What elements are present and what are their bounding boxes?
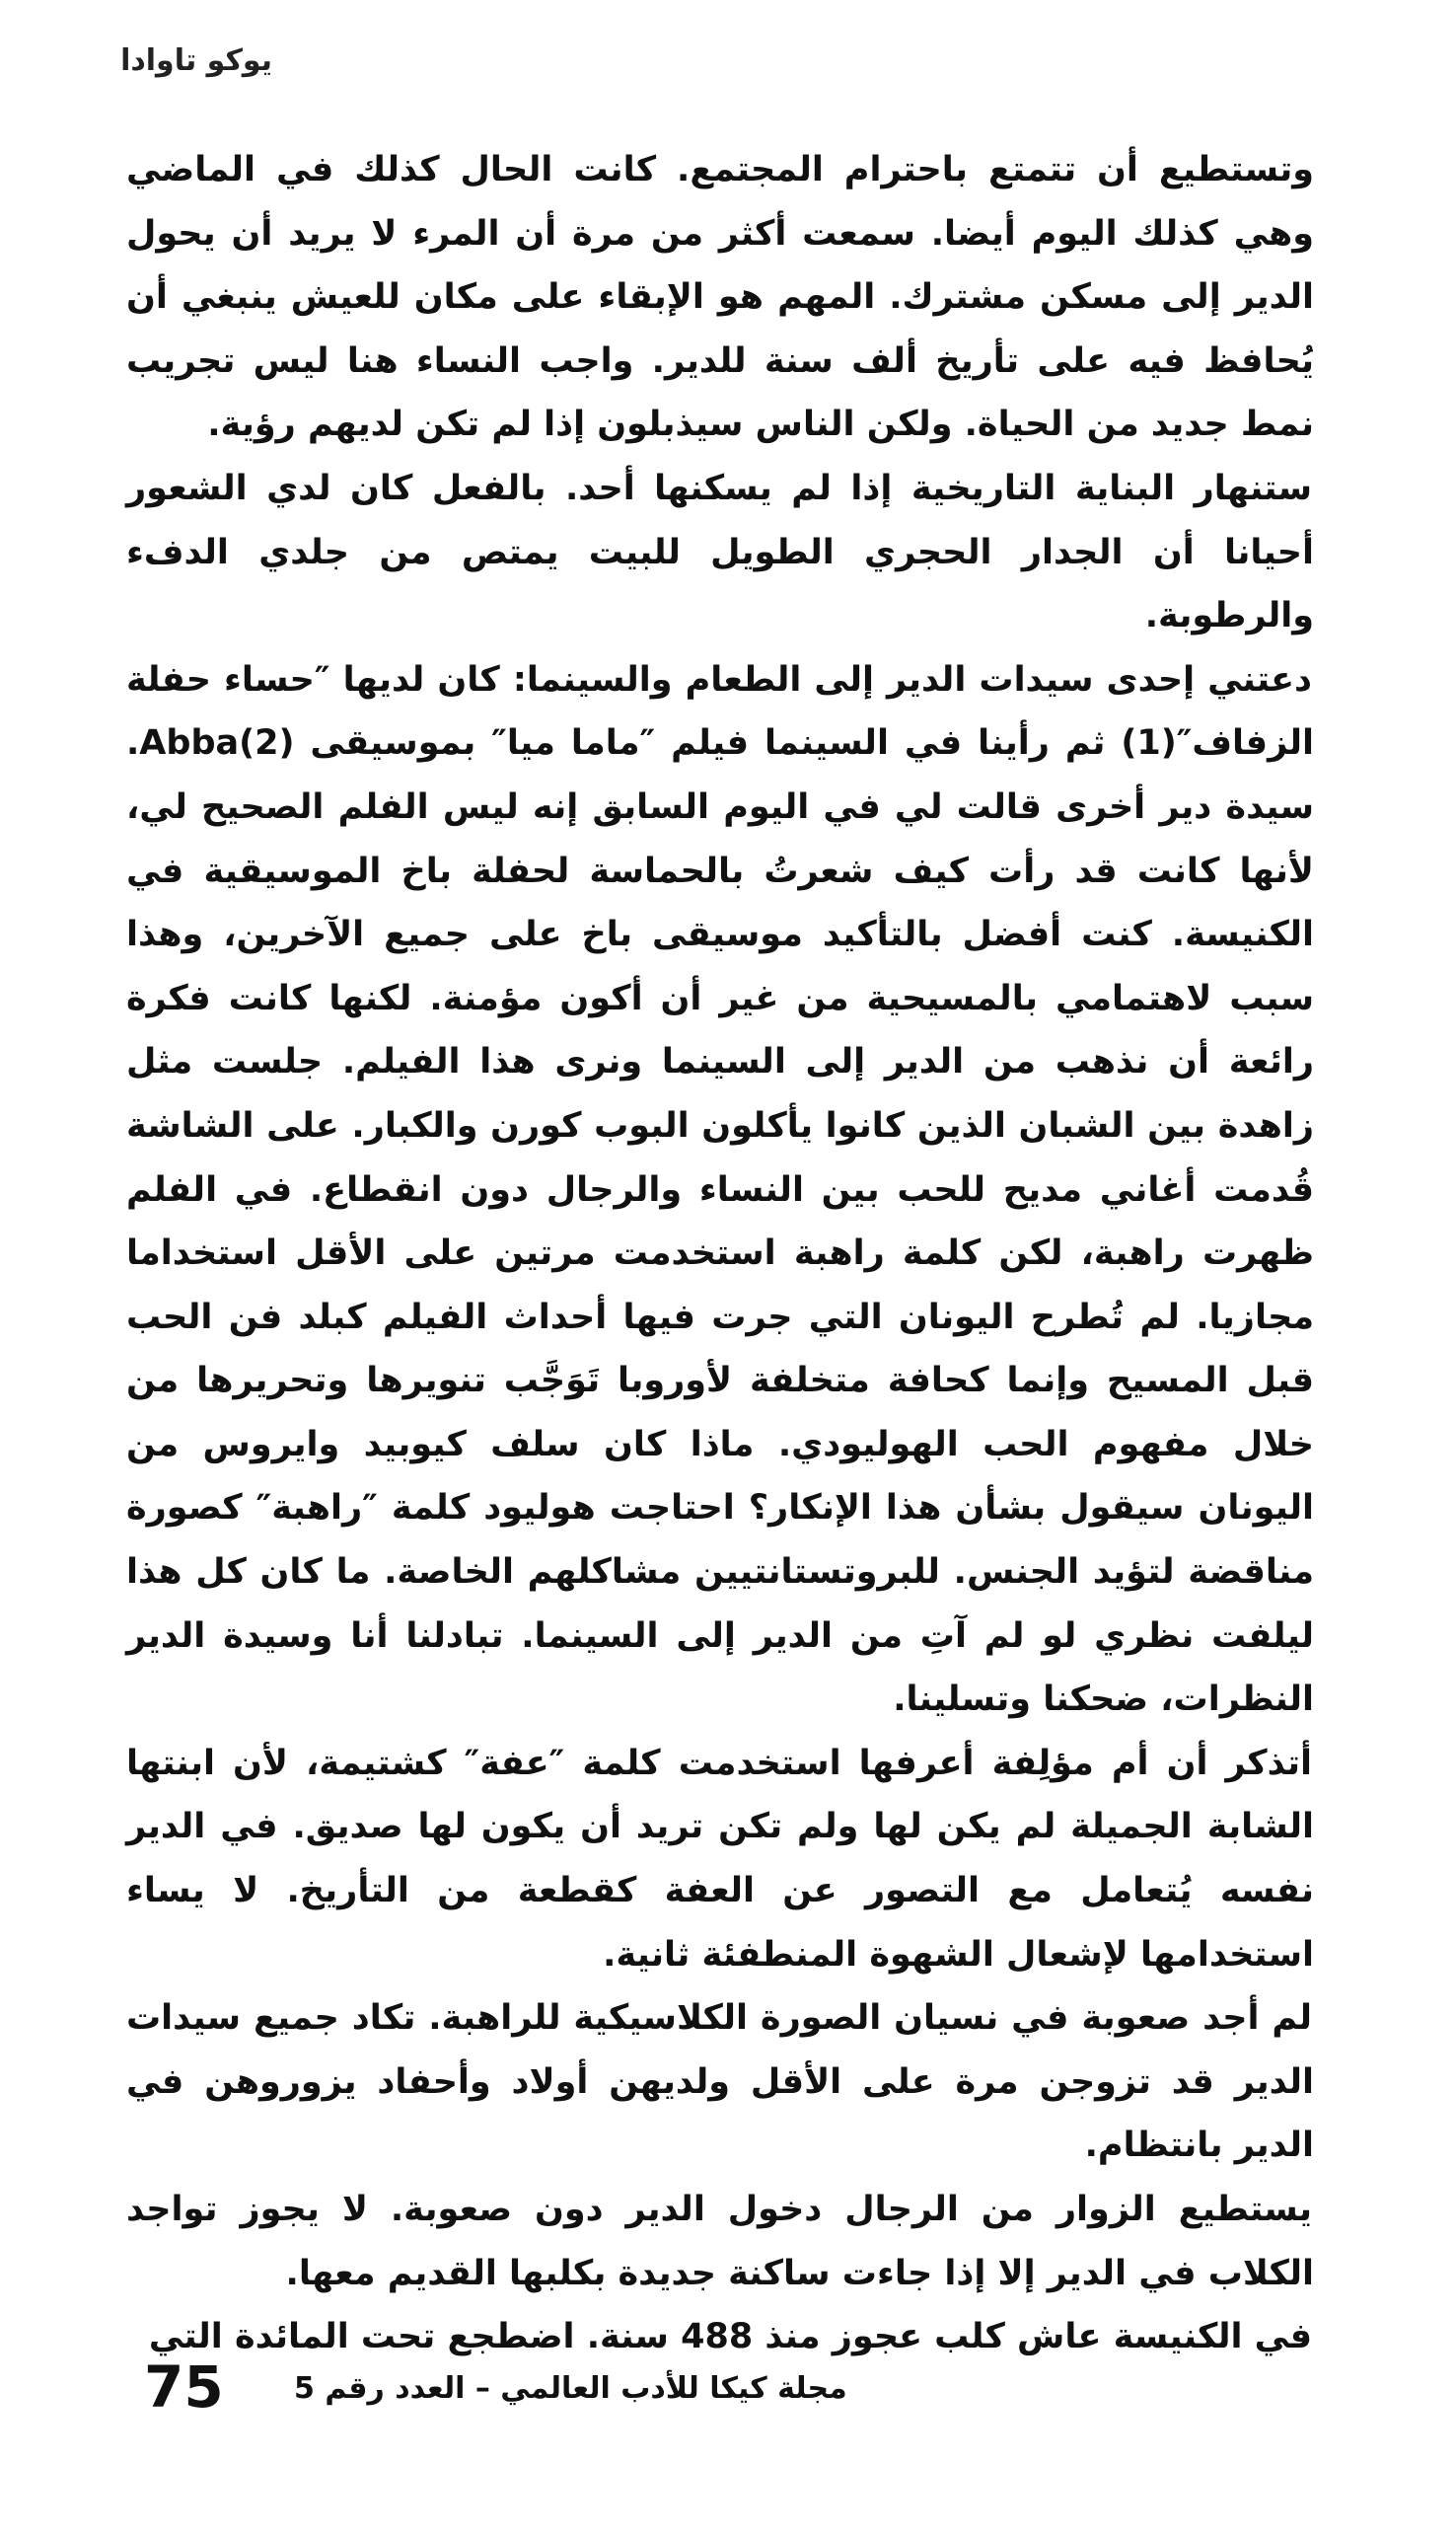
paragraph-2: ستنهار البناية التاريخية إذا لم يسكنها أحد. بالفعل كان لدي الشعور أحيانا أن الجدار الحجري الطويل للبيت يمتص من جلدي الدفء والرطوبة. <box>126 468 1314 636</box>
article-body <box>126 138 1314 2369</box>
journal-name: مجلة كيكا للأدب العالمي – العدد رقم <box>325 2371 847 2406</box>
page-number: 75 <box>144 2353 224 2421</box>
page-footer <box>126 2353 847 2432</box>
issue-number: 5 <box>294 2371 315 2406</box>
paragraph-3: دعتني إحدى سيدات الدير إلى الطعام والسينما: كان لديها ″حساء حفلة الزفاف″(1) ثم رأينا في السينما فيلم ″ماما ميا″ بموسيقى Abba(2). سيدة دير أخرى قالت لي في اليوم السابق إنه ليس الفلم الصحيح لي، لأنها كانت قد رأت كيف شعرتُ بالحماسة لحفلة باخ الموسيقية في الكنيسة. كنت أفضل بالتأكيد موسيقى باخ على جميع الآخرين، وهذا سبب لاهتمامي بالمسيحية من غير أن أكون مؤمنة. لكنها كانت فكرة رائعة أن نذهب من الدير إلى السينما ونرى هذا الفيلم. جلست مثل زاهدة بين الشبان الذين كانوا يأكلون البوب كورن والكبار. على الشاشة قُدمت أغاني مديح للحب بين النساء والرجال دون انقطاع. في الفلم ظهرت راهبة، لكن كلمة راهبة استخدمت مرتين على الأقل استخداما مجازيا. لم تُطرح اليونان التي جرت فيها أحداث الفيلم كبلد فن الحب قبل المسيح وإنما كحافة متخلفة لأوروبا تَوَجَّب تنويرها وتحريرها من خلال مفهوم الحب الهوليودي. ماذا كان سلف كيوبيد وايروس من اليونان سيقول بشأن هذا الإنكار؟ احتاجت هوليود كلمة ″راهبة″ كصورة مناقضة لتؤيد الجنس. للبروتستانتيين مشاكلهم الخاصة. ما كان كل هذا ليلفت نظري لو لم آتِ من الدير إلى السينما. تبادلنا أنا وسيدة الدير النظرات، ضحكنا وتسلينا. <box>126 659 1314 1720</box>
paragraph-1: وتستطيع أن تتمتع باحترام المجتمع. كانت الحال كذلك في الماضي وهي كذلك اليوم أيضا. سمعت أكثر من مرة أن المرء لا يريد أن يحول الدير إلى مسكن مشترك. المهم هو الإبقاء على مكان للعيش ينبغي أن يُحافظ فيه على تأريخ ألف سنة للدير. واجب النساء هنا ليس تجريب نمط جديد من الحياة. ولكن الناس سيذبلون إذا لم تكن لديهم رؤية. <box>126 150 1314 445</box>
running-header-author: يوكو تاوادا <box>120 43 272 78</box>
paragraph-5: لم أجد صعوبة في نسيان الصورة الكلاسيكية للراهبة. تكاد جميع سيدات الدير قد تزوجن مرة على الأقل ولديهن أولاد وأحفاد يزوروهن في الدير بانتظام. <box>126 1998 1314 2166</box>
journal-title <box>294 2371 847 2406</box>
paragraph-7: في الكنيسة عاش كلب عجوز منذ 488 سنة. اضطجع تحت المائدة التي <box>148 2317 1312 2357</box>
paragraph-6: يستطيع الزوار من الرجال دخول الدير دون صعوبة. لا يجوز تواجد الكلاب في الدير إلا إذا جاءت ساكنة جديدة بكلبها القديم معها. <box>126 2190 1314 2293</box>
paragraph-4: أتذكر أن أم مؤلِفة أعرفها استخدمت كلمة ″عفة″ كشتيمة، لأن ابنتها الشابة الجميلة لم يكن لها ولم تكن تريد أن يكون لها صديق. في الدير نفسه يُتعامل مع التصور عن العفة كقطعة من التأريخ. لا يساء استخدامها لإشعال الشهوة المنطفئة ثانية. <box>126 1743 1314 1975</box>
